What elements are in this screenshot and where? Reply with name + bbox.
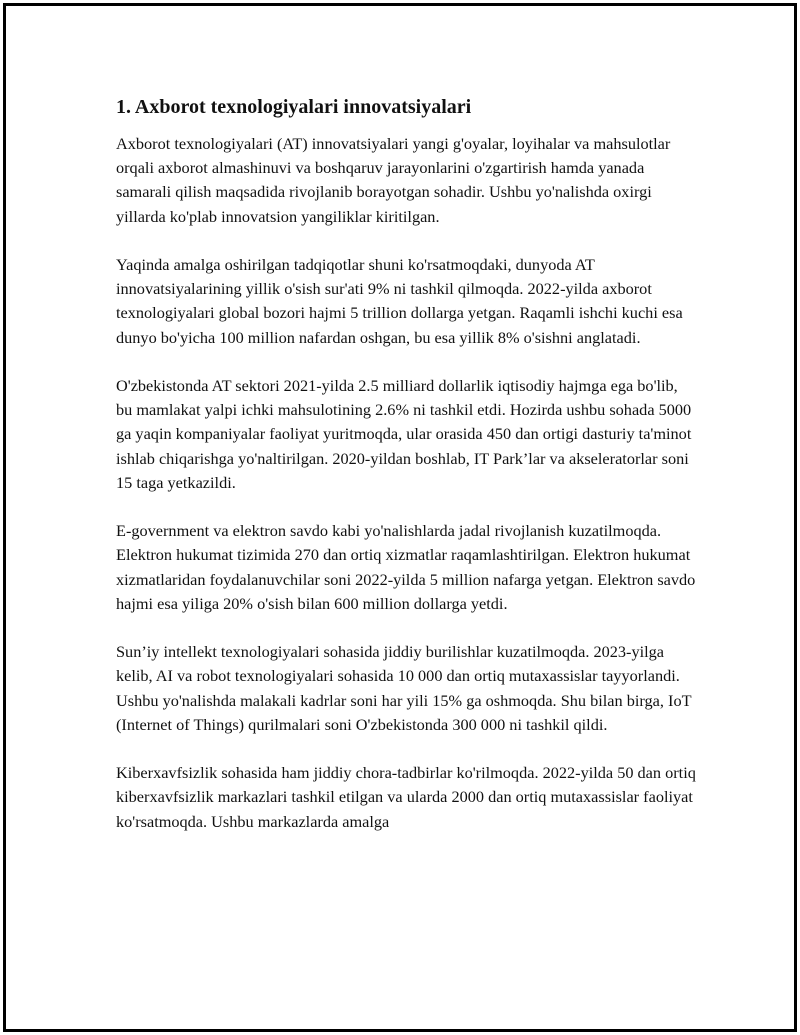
paragraph-uzbekistan-sector: O'zbekistonda AT sektori 2021-yilda 2.5 milliard dollarlik iqtisodiy hajmga ega bo'lib, bu mamlakat yalpi ichki mahsulotining 2.6% ni tashkil etdi. Hozirda ushbu sohada 5000 ga yaqin kompaniyalar faoliyat yuritmoqda, ular orasida 450 dan ortigi dasturiy ta'minot ishlab chiqarishga yo'naltirilgan. 2020-yildan boshlab, IT Park’lar va akseleratorlar soni 15 taga yetkazildi.: [116, 376, 692, 492]
paragraph-ai: Sun’iy intellekt texnologiyalari sohasida jiddiy burilishlar kuzatilmoqda. 2023-yilga kelib, AI va robot texnologiyalari sohasida 10 000 dan ortiq mutaxassislar tayyorlandi. Ushbu yo'nalishda malakali kadrlar soni har yili 15% ga oshmoqda. Shu bilan birga, IoT (Internet of Things) qurilmalari soni O'zbekistonda 300 000 ni tashkil qildi.: [116, 642, 692, 734]
paragraph-e-government: E-government va elektron savdo kabi yo'nalishlarda jadal rivojlanish kuzatilmoqda. Elektron hukumat tizimida 270 dan ortiq xizmatlar raqamlashtirilgan. Elektron hukumat xizmatlaridan foydalanuvchilar soni 2022-yilda 5 million nafarga yetgan. Elektron savdo hajmi esa yiliga 20% o'sish bilan 600 million dollarga yetdi.: [116, 521, 696, 613]
paragraph-global-stats: Yaqinda amalga oshirilgan tadqiqotlar shuni ko'rsatmoqdaki, dunyoda AT innovatsiyalarining yillik o'sish sur'ati 9% ni tashkil qilmoqda. 2022-yilda axborot texnologiyalari global bozori hajmi 5 trillion dollarga yetgan. Raqamli ishchi kuchi esa dunyo bo'yicha 100 million nafardan oshgan, bu esa yillik 8% o'sishni anglatadi.: [116, 255, 683, 347]
paragraph-cybersecurity: Kiberxavfsizlik sohasida ham jiddiy chora-tadbirlar ko'rilmoqda. 2022-yilda 50 dan ortiq kiberxavfsizlik markazlari tashkil etilgan va ularda 2000 dan ortiq mutaxassislar faoliyat ko'rsatmoqda. Ushbu markazlarda amalga: [116, 763, 696, 831]
paragraph-intro: Axborot texnologiyalari (AT) innovatsiyalari yangi g'oyalar, loyihalar va mahsulotlar orqali axborot almashinuvi va boshqaruv jarayonlarini o'zgartirish hamda yanada samarali qilish maqsadida rivojlanib borayotgan sohadir. Ushbu yo'nalishda oxirgi yillarda ko'plab innovatsion yangiliklar kiritilgan.: [116, 134, 671, 226]
section-heading: 1. Axborot texnologiyalari innovatsiyalari: [116, 96, 472, 118]
document-body: [116, 94, 696, 858]
